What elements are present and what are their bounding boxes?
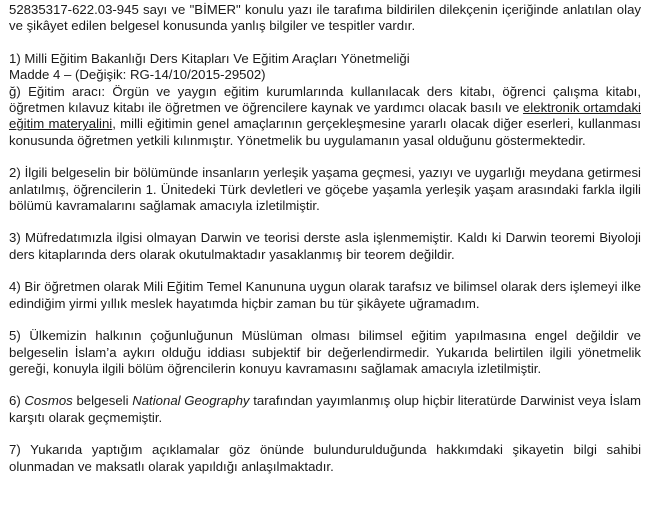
item5-paragraph: 5) Ülkemizin halkının çoğunluğunun Müslüman olması bilimsel eğitim yapılmasına engel değildir ve belgeselin İslam’a aykırı olduğu iddiası subjektif bir değerlendirmedir. Yukarıda belirtilen ilgili yönetmelik gereği, konuyla ilgili bölüm öğrencilerin konuyu kavramasını sağlamak amacıyla izletilmiştir. xyxy=(9,328,641,376)
paragraph-gap xyxy=(9,149,641,165)
item6-italic-cosmos: Cosmos xyxy=(24,393,73,409)
item3-paragraph: 3) Müfredatımızla ilgisi olmayan Darwin ve teorisi derste asla işlenmemiştir. Kaldı ki Darwin teoremi Biyoloji ders kitaplarında ders olarak okutulmaktadır yasaklanmış bir teorem değildir. xyxy=(9,230,641,262)
paragraph-gap xyxy=(9,214,641,230)
paragraph-gap xyxy=(9,426,641,442)
item6-paragraph xyxy=(9,393,641,426)
item1-underlined-text: elektronik ortamdaki eğitim materyalini xyxy=(9,100,641,132)
paragraph-gap xyxy=(9,377,641,393)
item7-paragraph: 7) Yukarıda yaptığım açıklamalar göz önünde bulundurulduğunda hakkımdaki şikayetin bilgi sahibi olunmadan ve maksatlı olarak yapıldığı anlaşılmaktadır. xyxy=(9,442,641,474)
item2-paragraph: 2) İlgili belgeselin bir bölümünde insanların yerleşik yaşama geçmesi, yazıyı ve uygarlığı meydana getirmesi anlatılmış, öğrencilerin 1. Ünitedeki Türk devletleri ve göçebe yaşamla yerleşik yaşam arasındaki farkla ilgili bölümü kavramalarını sağlamak amacıyla izletilmiştir. xyxy=(9,165,641,214)
intro-paragraph: 52835317-622.03-945 sayı ve "BİMER" konulu yazı ile tarafıma bildirilen dilekçenin içeriğinde anlatılan olay ve şikâyet edilen belgesel konusunda yanlış bilgiler ve tespitler vardır. xyxy=(9,2,641,34)
item1-title: 1) Milli Eğitim Bakanlığı Ders Kitapları Ve Eğitim Araçları Yönetmeliği xyxy=(9,50,410,66)
item1-definition xyxy=(9,84,641,150)
item6-mid: belgeseli xyxy=(72,393,133,409)
paragraph-gap xyxy=(9,35,641,51)
item1-text-a: ğ) Eğitim aracı: Örgün ve yaygın eğitim kurumlarında kullanılacak ders kitabı, öğrenci çalışma kitabı, öğretmen kılavuz kitabı ile öğretmen ve öğrencilere kaynak ve yardımcı olacak basılı ve xyxy=(9,83,641,116)
item1-text-b: , milli eğitimin genel amaçlarının gerçekleşmesine yararlı olacak diğer eserleri, kullanması konusunda öğretmen yetkili kılınmıştır. Yönetmelik bu uygulamanın yasal olduğunu göstermektedir. xyxy=(9,116,642,148)
paragraph-gap xyxy=(9,263,641,279)
paragraph-gap xyxy=(9,312,641,328)
item6-suffix: tarafından yayımlanmış olup hiçbir literatürde Darwinist veya İslam karşıtı olarak geçmemiştir. xyxy=(9,393,642,425)
item1-article: Madde 4 – (Değişik: RG-14/10/2015-29502) xyxy=(9,67,266,83)
item4-paragraph: 4) Bir öğretmen olarak Mili Eğitim Temel Kanununa uygun olarak tarafsız ve bilimsel olarak ders işlemeyi ilke edindiğim yirmi yıllık meslek hayatımda hiçbir zaman bu tür şikâyete uğramadım. xyxy=(9,279,641,311)
item6-prefix: 6) xyxy=(9,393,25,409)
item6-italic-national-geography: National Geography xyxy=(132,393,250,409)
